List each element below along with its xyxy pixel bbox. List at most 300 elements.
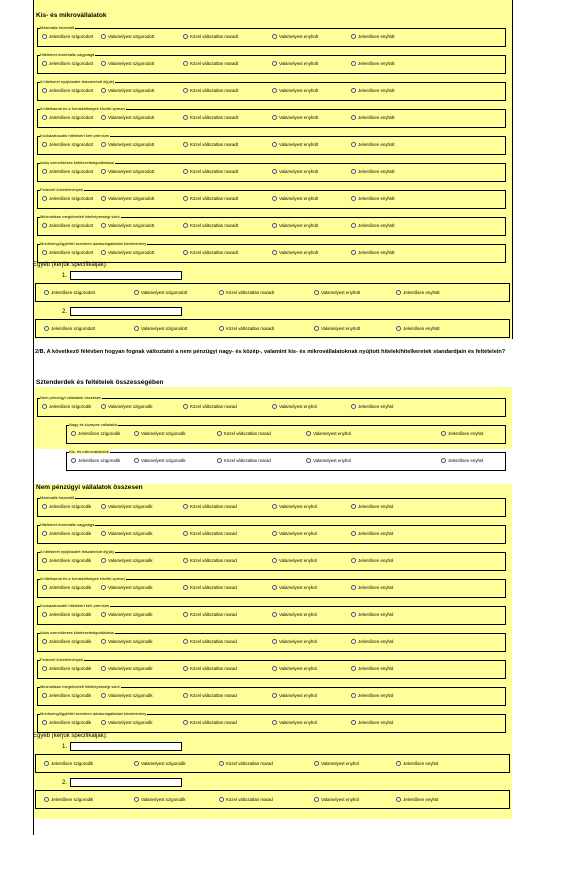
radio-option[interactable] — [351, 142, 395, 147]
criterion-label: Kockázatosabb hitelekért kért prémium — [40, 133, 110, 138]
radio-label: Jelentősen enyhül — [358, 404, 394, 409]
radio-option[interactable] — [351, 115, 395, 120]
radio-label: Jelentősen enyhült — [358, 61, 395, 66]
radio-label: Jelentősen enyhül — [448, 431, 484, 436]
radio-option[interactable] — [219, 797, 273, 802]
radio-option[interactable] — [183, 61, 238, 66]
radio-label: Valamelyest enyhült — [279, 61, 318, 66]
radio-circle-icon[interactable] — [272, 169, 277, 174]
radio-option[interactable] — [351, 531, 393, 536]
radio-option[interactable] — [396, 290, 440, 295]
radio-circle-icon[interactable] — [101, 169, 106, 174]
radio-option[interactable] — [101, 142, 154, 147]
radio-option[interactable] — [42, 531, 91, 536]
criterion-group — [37, 576, 506, 598]
criterion-group — [37, 25, 506, 47]
radio-circle-icon[interactable] — [351, 639, 356, 644]
radio-circle-icon[interactable] — [272, 61, 277, 66]
radio-circle-icon[interactable] — [351, 531, 356, 536]
radio-option[interactable] — [272, 61, 318, 66]
radio-option[interactable] — [101, 612, 153, 617]
radio-option[interactable] — [272, 558, 317, 563]
radio-option[interactable] — [314, 761, 359, 766]
radio-option[interactable] — [351, 504, 393, 509]
radio-option[interactable] — [101, 531, 153, 536]
radio-label: Közel változatlan maradt — [190, 169, 239, 174]
radio-option[interactable] — [396, 797, 438, 802]
radio-circle-icon[interactable] — [134, 290, 139, 295]
radio-circle-icon[interactable] — [183, 585, 188, 590]
radio-circle-icon[interactable] — [183, 115, 188, 120]
radio-circle-icon[interactable] — [396, 326, 401, 331]
radio-circle-icon[interactable] — [351, 404, 356, 409]
radio-label: Valamelyest szigorodott — [108, 223, 155, 228]
radio-option[interactable] — [71, 458, 120, 463]
radio-option[interactable] — [183, 250, 238, 255]
radio-option[interactable] — [272, 585, 317, 590]
radio-circle-icon[interactable] — [351, 585, 356, 590]
radio-circle-icon[interactable] — [44, 326, 49, 331]
radio-label: Valamelyest szigorodik — [141, 458, 186, 463]
question-2b-title: 2/B. A következő félévben hogyan fognak változtatni a nem pénzügyi nagy- és közép-, valamint kis- és mikrovállalatoknak nyújtott hitelek/hitelkeretek standardjain és feltételein? — [35, 349, 506, 355]
radio-circle-icon[interactable] — [101, 196, 106, 201]
radio-circle-icon[interactable] — [217, 431, 222, 436]
radio-label: Jelentősen szigorodott — [51, 290, 95, 295]
radio-label: Jelentősen szigorodik — [51, 761, 94, 766]
radio-circle-icon[interactable] — [101, 88, 106, 93]
radio-option[interactable] — [183, 585, 237, 590]
radio-circle-icon[interactable] — [272, 720, 277, 725]
radio-circle-icon[interactable] — [272, 558, 277, 563]
radio-option[interactable] — [306, 431, 351, 436]
radio-circle-icon[interactable] — [351, 693, 356, 698]
radio-option[interactable] — [351, 250, 395, 255]
radio-circle-icon[interactable] — [183, 88, 188, 93]
radio-option[interactable] — [42, 558, 91, 563]
radio-option[interactable] — [101, 196, 154, 201]
radio-option[interactable] — [134, 326, 187, 331]
radio-option[interactable] — [134, 458, 186, 463]
radio-option[interactable] — [42, 196, 93, 201]
radio-label: Jelentősen szigorodik — [49, 639, 92, 644]
radio-label: Jelentősen szigorodott — [49, 250, 93, 255]
criterion-group — [37, 79, 506, 101]
radio-circle-icon[interactable] — [272, 88, 277, 93]
radio-circle-icon[interactable] — [272, 504, 277, 509]
radio-option[interactable] — [272, 88, 318, 93]
radio-circle-icon[interactable] — [441, 431, 446, 436]
radio-circle-icon[interactable] — [101, 639, 106, 644]
radio-option[interactable] — [134, 761, 186, 766]
radio-option[interactable] — [351, 34, 395, 39]
radio-circle-icon[interactable] — [272, 34, 277, 39]
radio-circle-icon[interactable] — [183, 720, 188, 725]
radio-option[interactable] — [183, 196, 238, 201]
radio-option[interactable] — [183, 720, 237, 725]
radio-circle-icon[interactable] — [351, 558, 356, 563]
radio-option[interactable] — [272, 196, 318, 201]
radio-option[interactable] — [101, 34, 154, 39]
radio-circle-icon[interactable] — [183, 196, 188, 201]
radio-circle-icon[interactable] — [44, 761, 49, 766]
radio-label: Valamelyest szigorodik — [108, 666, 153, 671]
radio-option[interactable] — [183, 142, 238, 147]
radio-circle-icon[interactable] — [351, 34, 356, 39]
radio-circle-icon[interactable] — [272, 585, 277, 590]
radio-circle-icon[interactable] — [101, 142, 106, 147]
radio-circle-icon[interactable] — [314, 761, 319, 766]
radio-circle-icon[interactable] — [351, 169, 356, 174]
radio-option[interactable] — [306, 458, 351, 463]
radio-circle-icon[interactable] — [183, 169, 188, 174]
radio-circle-icon[interactable] — [42, 720, 47, 725]
radio-label: Valamelyest enyhül — [321, 797, 359, 802]
radio-option[interactable] — [42, 585, 91, 590]
radio-option[interactable] — [351, 693, 393, 698]
radio-circle-icon[interactable] — [351, 196, 356, 201]
radio-option[interactable] — [42, 639, 91, 644]
criterion-label: A hitelkamat és a forrásköltségek közötti spread — [40, 576, 125, 581]
radio-option[interactable] — [351, 558, 393, 563]
radio-option[interactable] — [101, 169, 154, 174]
other-input[interactable] — [70, 271, 182, 280]
radio-option[interactable] — [42, 404, 91, 409]
radio-option[interactable] — [101, 504, 153, 509]
radio-option[interactable] — [44, 290, 95, 295]
criterion-group — [37, 160, 506, 182]
radio-circle-icon[interactable] — [42, 404, 47, 409]
radio-option[interactable] — [134, 431, 186, 436]
other-input[interactable] — [70, 742, 182, 751]
radio-option[interactable] — [351, 169, 395, 174]
radio-option[interactable] — [44, 797, 93, 802]
radio-option[interactable] — [272, 250, 318, 255]
radio-circle-icon[interactable] — [183, 504, 188, 509]
radio-option[interactable] — [134, 797, 186, 802]
radio-label: Jelentősen enyhült — [358, 88, 395, 93]
radio-label: Jelentősen szigorodott — [49, 169, 93, 174]
radio-circle-icon[interactable] — [71, 431, 76, 436]
radio-circle-icon[interactable] — [42, 693, 47, 698]
radio-circle-icon[interactable] — [314, 326, 319, 331]
radio-label: Jelentősen szigorodott — [49, 34, 93, 39]
radio-option[interactable] — [183, 693, 237, 698]
radio-option[interactable] — [101, 693, 153, 698]
radio-label: Jelentősen szigorodik — [49, 720, 92, 725]
radio-option[interactable] — [42, 34, 93, 39]
radio-circle-icon[interactable] — [396, 761, 401, 766]
radio-option[interactable] — [396, 761, 438, 766]
radio-circle-icon[interactable] — [71, 458, 76, 463]
radio-label: Valamelyest szigorodik — [108, 612, 153, 617]
radio-option[interactable] — [101, 404, 153, 409]
radio-label: Valamelyest szigorodik — [108, 404, 153, 409]
radio-circle-icon[interactable] — [351, 666, 356, 671]
radio-option[interactable] — [314, 290, 360, 295]
radio-circle-icon[interactable] — [183, 250, 188, 255]
radio-circle-icon[interactable] — [272, 693, 277, 698]
radio-option[interactable] — [351, 223, 395, 228]
radio-circle-icon[interactable] — [351, 223, 356, 228]
radio-label: Jelentősen enyhült — [358, 196, 395, 201]
radio-option[interactable] — [101, 585, 153, 590]
radio-circle-icon[interactable] — [183, 558, 188, 563]
radio-circle-icon[interactable] — [101, 558, 106, 563]
radio-option[interactable] — [272, 404, 317, 409]
radio-option[interactable] — [351, 61, 395, 66]
radio-circle-icon[interactable] — [219, 761, 224, 766]
other-input[interactable] — [70, 778, 182, 787]
radio-option[interactable] — [42, 169, 93, 174]
radio-option[interactable] — [71, 431, 120, 436]
radio-circle-icon[interactable] — [272, 666, 277, 671]
radio-option[interactable] — [351, 196, 395, 201]
radio-circle-icon[interactable] — [272, 196, 277, 201]
radio-circle-icon[interactable] — [42, 639, 47, 644]
radio-option[interactable] — [272, 504, 317, 509]
radio-option[interactable] — [42, 666, 91, 671]
radio-option[interactable] — [183, 612, 237, 617]
radio-label: Jelentősen enyhült — [358, 115, 395, 120]
radio-label: Közel változatlan maradt — [190, 115, 239, 120]
radio-option[interactable] — [272, 531, 317, 536]
radio-option[interactable] — [42, 223, 93, 228]
radio-circle-icon[interactable] — [42, 666, 47, 671]
radio-circle-icon[interactable] — [42, 250, 47, 255]
radio-circle-icon[interactable] — [351, 142, 356, 147]
radio-option[interactable] — [272, 666, 317, 671]
radio-circle-icon[interactable] — [272, 612, 277, 617]
radio-option[interactable] — [101, 88, 154, 93]
radio-option[interactable] — [42, 250, 93, 255]
radio-option[interactable] — [183, 504, 237, 509]
radio-circle-icon[interactable] — [183, 61, 188, 66]
radio-option[interactable] — [351, 612, 393, 617]
radio-option[interactable] — [272, 223, 318, 228]
radio-label: Valamelyest enyhült — [321, 326, 360, 331]
radio-option[interactable] — [44, 761, 93, 766]
radio-option[interactable] — [441, 458, 483, 463]
radio-circle-icon[interactable] — [351, 88, 356, 93]
radio-option[interactable] — [183, 115, 238, 120]
criterion-group — [37, 549, 506, 571]
radio-option[interactable] — [44, 326, 95, 331]
radio-label: Valamelyest szigorodott — [141, 290, 188, 295]
radio-circle-icon[interactable] — [134, 458, 139, 463]
radio-circle-icon[interactable] — [101, 693, 106, 698]
radio-option[interactable] — [183, 88, 238, 93]
radio-option[interactable] — [42, 720, 91, 725]
radio-circle-icon[interactable] — [219, 326, 224, 331]
radio-option[interactable] — [351, 639, 393, 644]
radio-circle-icon[interactable] — [42, 169, 47, 174]
radio-label: Valamelyest szigorodott — [108, 34, 155, 39]
criterion-group — [37, 522, 506, 544]
radio-circle-icon[interactable] — [351, 720, 356, 725]
radio-circle-icon[interactable] — [272, 639, 277, 644]
radio-circle-icon[interactable] — [42, 504, 47, 509]
radio-option[interactable] — [101, 666, 153, 671]
radio-option[interactable] — [183, 558, 237, 563]
radio-circle-icon[interactable] — [101, 404, 106, 409]
radio-circle-icon[interactable] — [134, 326, 139, 331]
radio-option[interactable] — [351, 585, 393, 590]
radio-circle-icon[interactable] — [183, 404, 188, 409]
radio-option[interactable] — [183, 639, 237, 644]
radio-option[interactable] — [183, 223, 238, 228]
radio-circle-icon[interactable] — [183, 223, 188, 228]
radio-option[interactable] — [183, 34, 238, 39]
criterion-group — [66, 449, 506, 471]
radio-circle-icon[interactable] — [351, 250, 356, 255]
radio-option[interactable] — [396, 326, 440, 331]
radio-option[interactable] — [42, 142, 93, 147]
radio-option[interactable] — [272, 169, 318, 174]
radio-circle-icon[interactable] — [134, 797, 139, 802]
radio-option[interactable] — [42, 612, 91, 617]
radio-option[interactable] — [101, 250, 154, 255]
radio-label: Valamelyest szigorodott — [141, 326, 188, 331]
radio-option[interactable] — [441, 431, 483, 436]
radio-option[interactable] — [101, 558, 153, 563]
radio-circle-icon[interactable] — [101, 585, 106, 590]
radio-circle-icon[interactable] — [42, 558, 47, 563]
criterion-label: Minimálisan megkövetelt hitelképességi szint — [40, 684, 120, 689]
other-label: Egyéb (kérjük specifikálják): — [33, 733, 108, 739]
radio-circle-icon[interactable] — [272, 250, 277, 255]
radio-label: Közel változatlan marad — [190, 585, 237, 590]
radio-circle-icon[interactable] — [219, 290, 224, 295]
radio-option[interactable] — [351, 666, 393, 671]
radio-circle-icon[interactable] — [42, 196, 47, 201]
radio-circle-icon[interactable] — [44, 290, 49, 295]
radio-circle-icon[interactable] — [134, 761, 139, 766]
radio-label: Jelentősen enyhül — [358, 504, 394, 509]
radio-circle-icon[interactable] — [42, 223, 47, 228]
radio-option[interactable] — [42, 693, 91, 698]
radio-circle-icon[interactable] — [42, 88, 47, 93]
radio-option[interactable] — [183, 666, 237, 671]
radio-circle-icon[interactable] — [314, 797, 319, 802]
other-options-group — [35, 754, 510, 773]
radio-circle-icon[interactable] — [183, 612, 188, 617]
radio-circle-icon[interactable] — [272, 223, 277, 228]
criterion-group — [37, 395, 506, 417]
radio-option[interactable] — [351, 404, 393, 409]
radio-option[interactable] — [272, 639, 317, 644]
radio-circle-icon[interactable] — [42, 115, 47, 120]
radio-circle-icon[interactable] — [441, 458, 446, 463]
radio-option[interactable] — [314, 326, 360, 331]
radio-option[interactable] — [219, 326, 274, 331]
radio-circle-icon[interactable] — [101, 720, 106, 725]
radio-option[interactable] — [42, 115, 93, 120]
radio-circle-icon[interactable] — [44, 797, 49, 802]
radio-circle-icon[interactable] — [396, 290, 401, 295]
radio-option[interactable] — [351, 720, 393, 725]
radio-circle-icon[interactable] — [272, 115, 277, 120]
radio-circle-icon[interactable] — [42, 585, 47, 590]
radio-circle-icon[interactable] — [217, 458, 222, 463]
radio-label: Valamelyest enyhült — [279, 142, 318, 147]
radio-option[interactable] — [42, 88, 93, 93]
radio-circle-icon[interactable] — [134, 431, 139, 436]
radio-option[interactable] — [183, 169, 238, 174]
radio-label: Valamelyest enyhül — [279, 720, 317, 725]
radio-label: Jelentősen enyhült — [358, 169, 395, 174]
radio-option[interactable] — [314, 797, 359, 802]
radio-circle-icon[interactable] — [272, 142, 277, 147]
radio-option[interactable] — [219, 761, 273, 766]
radio-circle-icon[interactable] — [101, 223, 106, 228]
radio-option[interactable] — [219, 290, 274, 295]
radio-option[interactable] — [272, 34, 318, 39]
radio-circle-icon[interactable] — [183, 639, 188, 644]
radio-circle-icon[interactable] — [351, 115, 356, 120]
radio-option[interactable] — [217, 458, 271, 463]
radio-circle-icon[interactable] — [101, 250, 106, 255]
radio-circle-icon[interactable] — [42, 142, 47, 147]
radio-option[interactable] — [42, 504, 91, 509]
radio-circle-icon[interactable] — [183, 693, 188, 698]
radio-circle-icon[interactable] — [351, 612, 356, 617]
radio-option[interactable] — [101, 720, 153, 725]
radio-circle-icon[interactable] — [42, 612, 47, 617]
radio-circle-icon[interactable] — [101, 61, 106, 66]
radio-circle-icon[interactable] — [101, 531, 106, 536]
radio-option[interactable] — [272, 115, 318, 120]
radio-circle-icon[interactable] — [183, 34, 188, 39]
radio-circle-icon[interactable] — [272, 531, 277, 536]
radio-circle-icon[interactable] — [351, 504, 356, 509]
radio-circle-icon[interactable] — [272, 404, 277, 409]
radio-option[interactable] — [101, 61, 154, 66]
radio-circle-icon[interactable] — [183, 666, 188, 671]
radio-circle-icon[interactable] — [42, 34, 47, 39]
radio-circle-icon[interactable] — [42, 531, 47, 536]
radio-circle-icon[interactable] — [306, 458, 311, 463]
radio-option[interactable] — [101, 223, 154, 228]
radio-option[interactable] — [272, 693, 317, 698]
radio-circle-icon[interactable] — [101, 34, 106, 39]
radio-option[interactable] — [134, 290, 187, 295]
radio-circle-icon[interactable] — [306, 431, 311, 436]
radio-option[interactable] — [42, 61, 93, 66]
radio-option[interactable] — [183, 531, 237, 536]
radio-circle-icon[interactable] — [42, 61, 47, 66]
radio-circle-icon[interactable] — [183, 531, 188, 536]
radio-option[interactable] — [101, 115, 154, 120]
radio-option[interactable] — [183, 404, 237, 409]
radio-circle-icon[interactable] — [101, 666, 106, 671]
radio-option[interactable] — [272, 720, 317, 725]
radio-circle-icon[interactable] — [219, 797, 224, 802]
radio-circle-icon[interactable] — [314, 290, 319, 295]
radio-circle-icon[interactable] — [101, 115, 106, 120]
radio-option[interactable] — [351, 88, 395, 93]
radio-option[interactable] — [217, 431, 271, 436]
other-input[interactable] — [70, 307, 182, 316]
radio-circle-icon[interactable] — [101, 612, 106, 617]
radio-option[interactable] — [272, 142, 318, 147]
radio-circle-icon[interactable] — [396, 797, 401, 802]
radio-option[interactable] — [272, 612, 317, 617]
criterion-label: A hitelkeret nyújtásáért felszámított díj(ak) — [40, 79, 115, 84]
radio-circle-icon[interactable] — [101, 504, 106, 509]
radio-circle-icon[interactable] — [183, 142, 188, 147]
radio-circle-icon[interactable] — [351, 61, 356, 66]
radio-option[interactable] — [101, 639, 153, 644]
